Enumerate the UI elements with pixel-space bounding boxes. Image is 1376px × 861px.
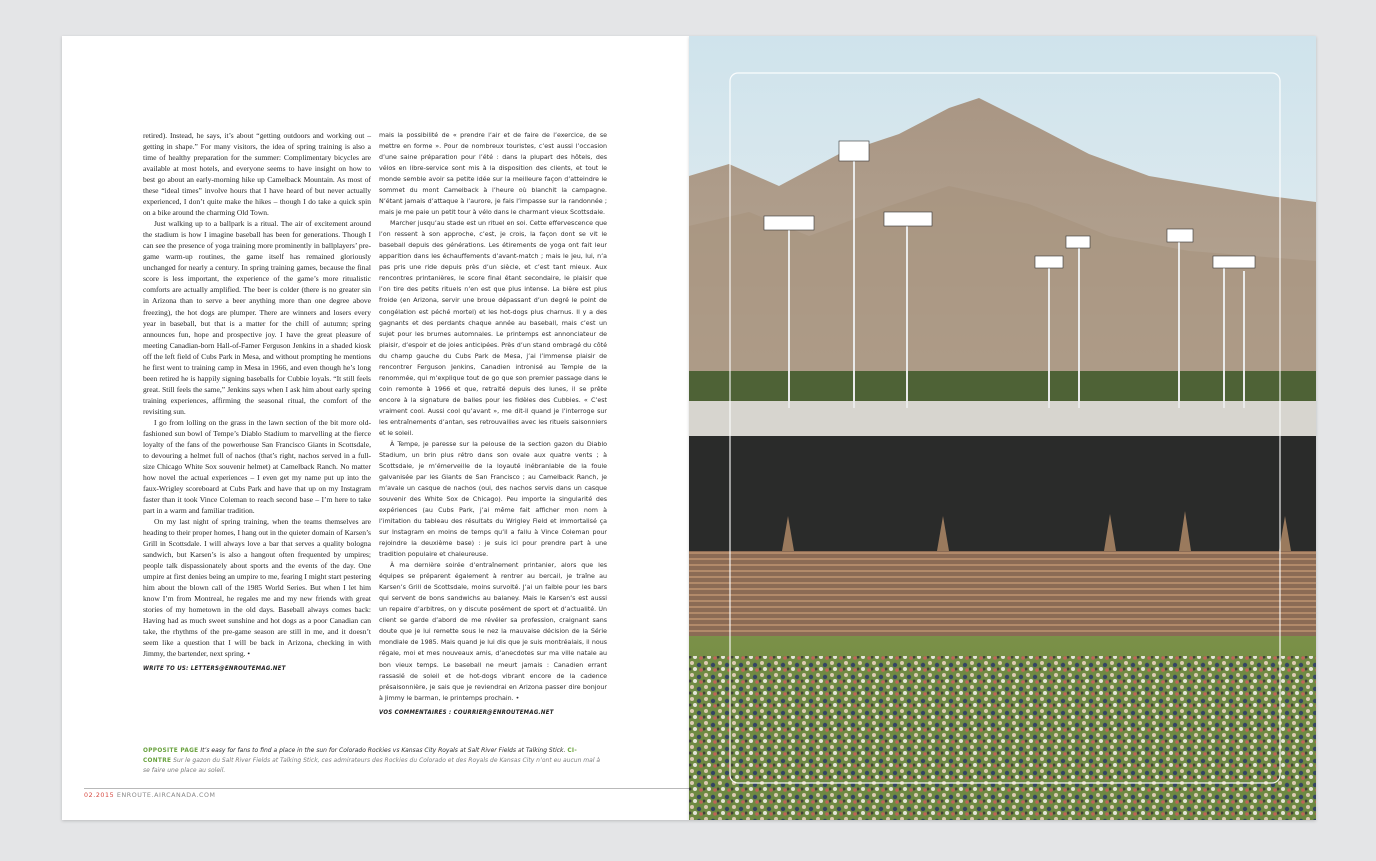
english-paragraph: On my last night of spring training, when the teams themselves are heading to their proper homes, I hang out in the quieter domain of Karsen’s Grill in Scottsdale. I will always love a bar that serves a quality bologna sandwich, but Karsen’s is also a hangout often frequented by umpires; people talk dispassionately about sports and the events of the day. One umpire at first denies being an umpire to me, fearing I might start pestering him about the blown call of the 1985 World Series. But when I let him know I’m from Montreal, he regales me and my new friends with great stories of my hometown in the old days. Baseball always comes back: Having had as much sweet sunshine and hot dogs as a poor Canadian can take, the rhythms of the pre-game season are still in me, and it doesn’t seem like a question that I will be back in Arizona, checking in with Jimmy, the bartender, next spring. • [143,517,371,659]
website-link[interactable]: ENROUTE.AIRCANADA.COM [116,792,216,799]
caption-text-fr: Sur le gazon du Salt River Fields at Talking Stick, ces admirateurs des Rockies du Colorado et des Royals de Kansas City n’ont eu aucun mal à se faire une place au soleil. [143,757,601,774]
footer-rule [84,788,689,789]
caption-label-en: OPPOSITE PAGE [143,748,199,754]
english-paragraph: Just walking up to a ballpark is a ritual. The air of excitement around the stadium is how I imagine baseball has been for generations. Though I can see the presence of yoga training more prominently in ballplayers’ pre-game warm-up routines, the game itself has remained gloriously unchanged for nearly a century. In spring training games, because the final score is less important, the experience of the game’s more ritualistic comforts are actually amplified. The beer is colder (there is no greater sin in Arizona than to serve a beer anything more than one degree above freezing), the hot dogs are plumper. There are winners and losers every year in baseball, but that is a matter for the chill of autumn; spring announces fun, hope and prospective joy. I have the great pleasure of meeting Canadian-born Hall-of-Famer Ferguson Jenkins in a shaded kiosk off the left field of Cubs Park in Mesa, and without prompting he mentions he first went to training camp in Mesa in 1966, and even though he’s long been retired he is happily signing baseballs for Cubbie loyals. “It still feels great. Still feels the same,” Jenkins says when I ask him about early spring training experiences, affirming the seasonal ritual, the comfort of the revisiting sun. [143,219,371,416]
right-page-photo [689,36,1316,820]
english-paragraph: retired). Instead, he says, it’s about “getting outdoors and working out – getting in shape.” For many visitors, the idea of spring training is also a time of healthy preparation for the summer: Complimentary bicycles are available at most hotels, and everyone seems to have insight on how to best go about an early-morning hike up Camelback Mountain. As most of these “ideal times” involve hours that I have heard of but never actually experienced, I don’t quite make the hikes – though I do take a quick spin on a bike around the charming Old Town. [143,131,371,218]
english-contact-line[interactable]: WRITE TO US: LETTERS@ENROUTEMAG.NET [143,664,286,672]
caption-label-fr: CI-CONTRE [143,748,578,764]
french-paragraph: À ma dernière soirée d’entraînement printanier, alors que les équipes se préparent également à rentrer au bercail, je traîne au Karsen’s Grill de Scottsdale, moins survolté. J’ai un faible pour les bars qui servent de bons sandwichs au balaney. Mais le Karsen’s est aussi un repaire d’arbitres, on y discute posément de sport et d’actualité. Un client se garde d’abord de me révéler sa profession, craignant sans doute que je lui remette sous le nez la mauvaise décision de la Série mondiale de 1985. Mais quand je lui dis que je suis montréalais, il nous régale, moi et mes nouveaux amis, d’anecdotes sur ma ville natale au bon vieux temps. Le baseball ne meurt jamais : Canadien errant rassasié de soleil et de hot-dogs vibrant encore de la cadence présaisonnière, je sais que je reviendrai en Arizona passer dire bonjour à Jimmy le barman, le printemps prochain. • [379,562,607,702]
stadium-shade [689,436,1316,551]
crowd [689,656,1316,820]
tree-line [689,371,1316,401]
french-paragraph: À Tempe, je paresse sur la pelouse de la section gazon du Diablo Stadium, un brin plus rétro dans son ovale aux quatre vents ; à Scottsdale, je m’émerveille de la loyauté inébranlable de la foule galvanisée par les Giants de San Francisco ; au Camelback Ranch, je m’avale un casque de nachos (oui, des nachos servis dans un casque souvenir des White Sox de Chicago). Peu importe la singularité des expériences (au Cubs Park, j’ai même fait afficher mon nom à l’imitation du tableau des résultats du Wrigley Field et immortalisé ça sur Instagram en moins de temps qu’il a fallu à Vince Coleman pour rejoindre la deuxième base) : je suis ici pour prendre part à une tradition populaire et chaleureuse. [379,440,607,559]
caption-text-en: It’s easy for fans to find a place in the sun for Colorado Rockies vs Kansas City Royals at Salt River Fields at Talking Stick. [200,747,566,754]
issue-date: 02.2015 [84,792,115,799]
french-paragraph: Marcher jusqu’au stade est un rituel en soi. Cette effervescence que l’on ressent à son approche, c’est, je crois, la façon dont se vit le baseball depuis des générations. Les étirements de yoga ont fait leur apparition dans les échauffements d’avant-match ; mais le jeu, lui, n’a pas pris une ride depuis près d’un siècle, et c’est tant mieux. Aux rencontres printanières, le score final étant secondaire, le plaisir que l’on tire des petits rituels n’en est que plus intense. La bière est plus froide (en Arizona, servir une broue dépassant d’un degré le point de congélation est péché mortel) et les hot-dogs plus charnus. Il y a des gagnants et des perdants chaque année au baseball, mais c’est un sujet pour les brumes automnales. Le printemps est annonciateur de plaisir, d’espoir et de joies anticipées. Près d’un stand ombragé du côté du champ gauche du Cubs Park de Mesa, j’ai l’immense plaisir de rencontrer Ferguson Jenkins, Canadien intronisé au Temple de la renommée, qui m’explique tout de go que son premier passage dans le coin remonte à 1966 et que, retraité depuis des lunes, il se prête encore à la signature de balles pour les fidèles des Cubbies. « C’est vraiment cool. Aussi cool qu’avant », me dit-il quand je l’interroge sur les entraînements d’antan, ses retrouvailles avec les rituels saisonniers et le soleil. [379,220,607,437]
magazine-spread [62,36,1316,820]
english-paragraph: I go from lolling on the grass in the lawn section of the bit more old-fashioned sun bowl of Tempe’s Diablo Stadium to marvelling at the fierce loyalty of the fans of the powerhouse San Francisco Giants in Scottsdale, to devouring a helmet full of nachos (that’s right, nachos served in a full-size Chicago White Sox souvenir helmet) at Camelback Ranch. No matter how novel the actual experiences – I even get my name put up into the faux-Wrigley scoreboard at Cubs Park and have that up on my Instagram faster than it took Vince Coleman to reach second base – I’m here to take part in a warm and familiar tradition. [143,417,371,516]
folio [84,792,216,799]
stadium-roof [689,401,1316,436]
french-paragraph: mais la possibilité de « prendre l’air et de faire de l’exercice, de se mettre en forme ». Pour de nombreux touristes, c’est aussi l’occasion d’une saine préparation pour l’été : dans la plupart des hôtels, des vélos en libre-service sont mis à la disposition des clients, et tout le monde semble avoir sa petite idée sur la meilleure façon d’atteindre le sommet du mont Camelback à l’heure où blanchit la campagne. N’étant jamais d’attaque à l’aurore, je fais l’impasse sur la randonnée ; mais je me paie un petit tour à vélo dans le charmant vieux Scottsdale. [379,132,607,217]
english-column [143,130,371,674]
left-page [62,36,689,820]
stadium-photo [689,36,1316,820]
french-column [379,130,607,718]
french-contact-line[interactable]: VOS COMMENTAIRES : COURRIER@ENROUTEMAG.NET [379,708,554,716]
photo-caption [143,746,605,776]
stadium-facade [689,551,1316,636]
